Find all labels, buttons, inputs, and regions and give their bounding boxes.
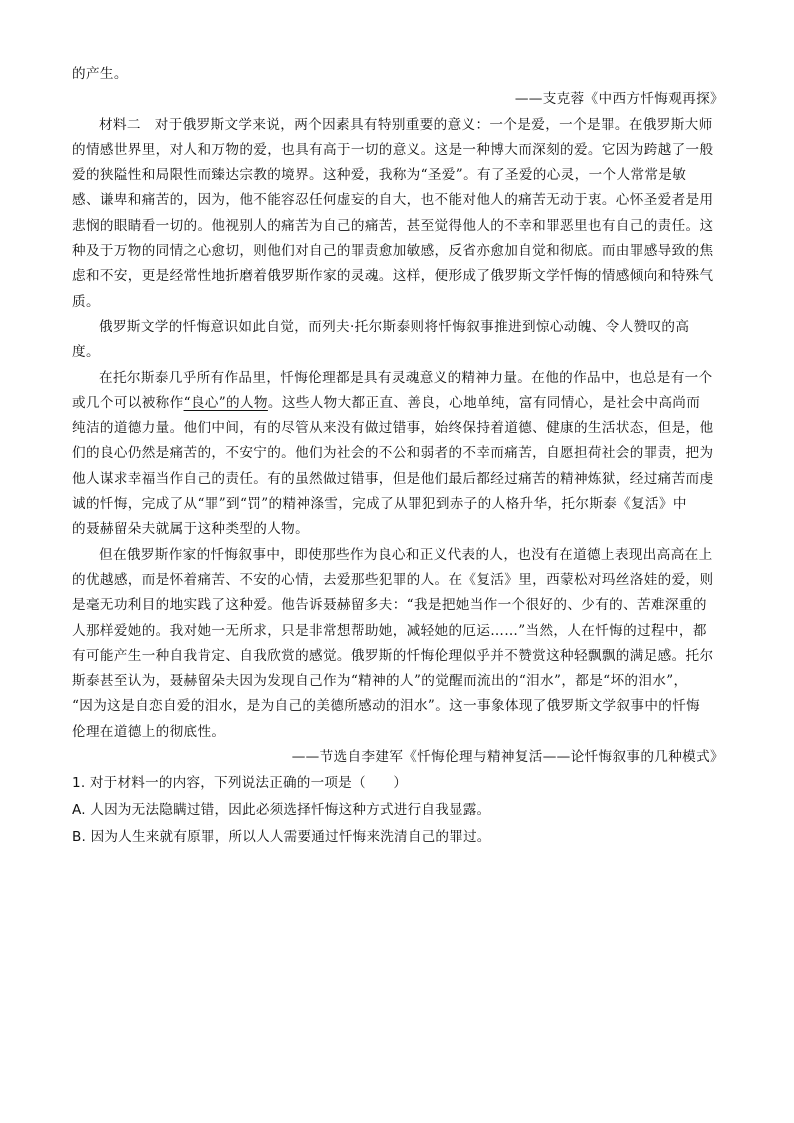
question-stem: 1. 对于材料一的内容，下列说法正确的一项是（ ） <box>72 775 408 792</box>
text-line: 在托尔斯泰几乎所有作品里，忏悔伦理都是具有灵魂意义的精神力量。在他的作品中，也总是有一个 <box>99 369 713 386</box>
text-span: 。这些人物大都正直、善良，心地单纯，富有同情心，是社会中高尚而 <box>267 394 701 411</box>
citation-1: ——支克蓉《中西方忏悔观再探》 <box>514 91 724 108</box>
paragraph-tolstoy-intro <box>72 315 722 366</box>
text-line: 但在俄罗斯作家的忏悔叙事中，即使那些作为良心和正义代表的人，也没有在道德上表现出高高在上 <box>99 546 713 563</box>
text-line: “因为这是自恋自爱的泪水，是为自己的美德所感动的泪水”。这一事象体现了俄罗斯文学叙事中的忏悔 <box>72 698 701 715</box>
text-line: 种及于万物的同情之心愈切，则他们对自己的罪责愈加敏感，反省亦愈加自觉和彻底。而由罪感导致的焦 <box>72 243 714 260</box>
text-line: 的聂赫留朵夫就属于这种类型的人物。 <box>72 521 310 538</box>
text-line: 他人谋求幸福当作自己的责任。有的虽然做过错事，但是他们最后都经过痛苦的精神炼狱，经过痛苦而虔 <box>72 470 714 487</box>
question-block <box>72 770 722 850</box>
text-line: 俄罗斯文学的忏悔意识如此自觉，而列夫·托尔斯泰则将忏悔叙事推进到惊心动魄、令人赞叹的高 <box>99 318 690 335</box>
option-a[interactable]: A. 人因为无法隐瞒过错，因此必须选择忏悔这种方式进行自我显露。 <box>72 802 491 819</box>
material1-tail: 的产生。 <box>72 66 128 82</box>
text-line: 伦理在道德上的彻底性。 <box>72 723 226 740</box>
text-line: 感、谦卑和痛苦的，因为，他不能容忍任何虚妄的自大，也不能对他人的痛苦无动于衷。心怀圣爱者是用 <box>72 192 714 209</box>
text-line: 虑和不安，更是经常性地折磨着俄罗斯作家的灵魂。这样，便形成了俄罗斯文学忏悔的情感倾向和特殊气 <box>72 268 714 285</box>
text-line: 材料二 对于俄罗斯文学来说，两个因素具有特别重要的意义：一个是爱，一个是罪。在俄罗斯大师 <box>99 116 713 133</box>
text-line: 人那样爱她的。我对她一无所求，只是非常想帮助她，减轻她的厄运……”当然，人在忏悔的过程中，都 <box>72 622 707 639</box>
text-line: 爱的狭隘性和局限性而臻达宗教的境界。这种爱，我称为“圣爱”。有了圣爱的心灵，一个人常常是敏 <box>72 167 687 184</box>
paragraph-conscience-characters <box>72 366 722 543</box>
text-line: 纯洁的道德力量。他们中间，有的尽管从来没有做过错事，始终保持着道德、健康的生活状态，但是，他 <box>72 420 714 437</box>
text-line: 度。 <box>72 344 100 361</box>
text-line: 是毫无功利目的地实践了这种爱。他告诉聂赫留多夫：“我是把她当作一个很好的、少有的、苦难深重的 <box>72 597 707 614</box>
document-page <box>72 62 722 851</box>
paragraph-moral-thoroughness <box>72 543 722 745</box>
text-line: 质。 <box>72 293 100 310</box>
text-line: 们的良心仍然是痛苦的，不安宁的。他们为社会的不公和弱者的不幸而痛苦，自愿担荷社会的罪责，把为 <box>72 445 714 462</box>
text-line: 的优越感，而是怀着痛苦、不安的心情，去爱那些犯罪的人。在《复活》里，西蒙松对玛丝洛娃的爱，则 <box>72 571 714 588</box>
paragraph-material2 <box>72 113 722 315</box>
text-line: 诚的忏悔，完成了从“罪”到“罚”的精神涤雪，完成了从罪犯到赤子的人格升华，托尔斯泰《复活》中 <box>72 496 687 513</box>
text-line <box>72 391 722 416</box>
text-line: 有可能产生一种自我肯定、自我欣赏的感觉。俄罗斯的忏悔伦理似乎并不赞赏这种轻飘飘的满足感。托尔 <box>72 647 714 664</box>
option-b[interactable]: B. 因为人生来就有原罪，所以人人需要通过忏悔来洗清自己的罪过。 <box>72 828 491 845</box>
text-line: 的情感世界里，对人和万物的爱，也具有高于一切的意义。这是一种博大而深刻的爱。它因为跨越了一般 <box>72 141 714 158</box>
underlined-phrase: “良心”的人物 <box>183 394 268 411</box>
citation-2: ——节选自李建军《忏悔伦理与精神复活——论忏悔叙事的几种模式》 <box>291 749 724 766</box>
text-line: 斯泰甚至认为，聂赫留朵夫因为发现自己作为“精神的人”的觉醒而流出的“泪水”，都是“坏的泪水”， <box>72 673 688 690</box>
text-line: 悲悯的眼睛看一切的。他视别人的痛苦为自己的痛苦，甚至觉得他人的不幸和罪恶里也有自己的责任。这 <box>72 217 714 234</box>
text-span: 或几个可以被称作 <box>72 394 184 411</box>
